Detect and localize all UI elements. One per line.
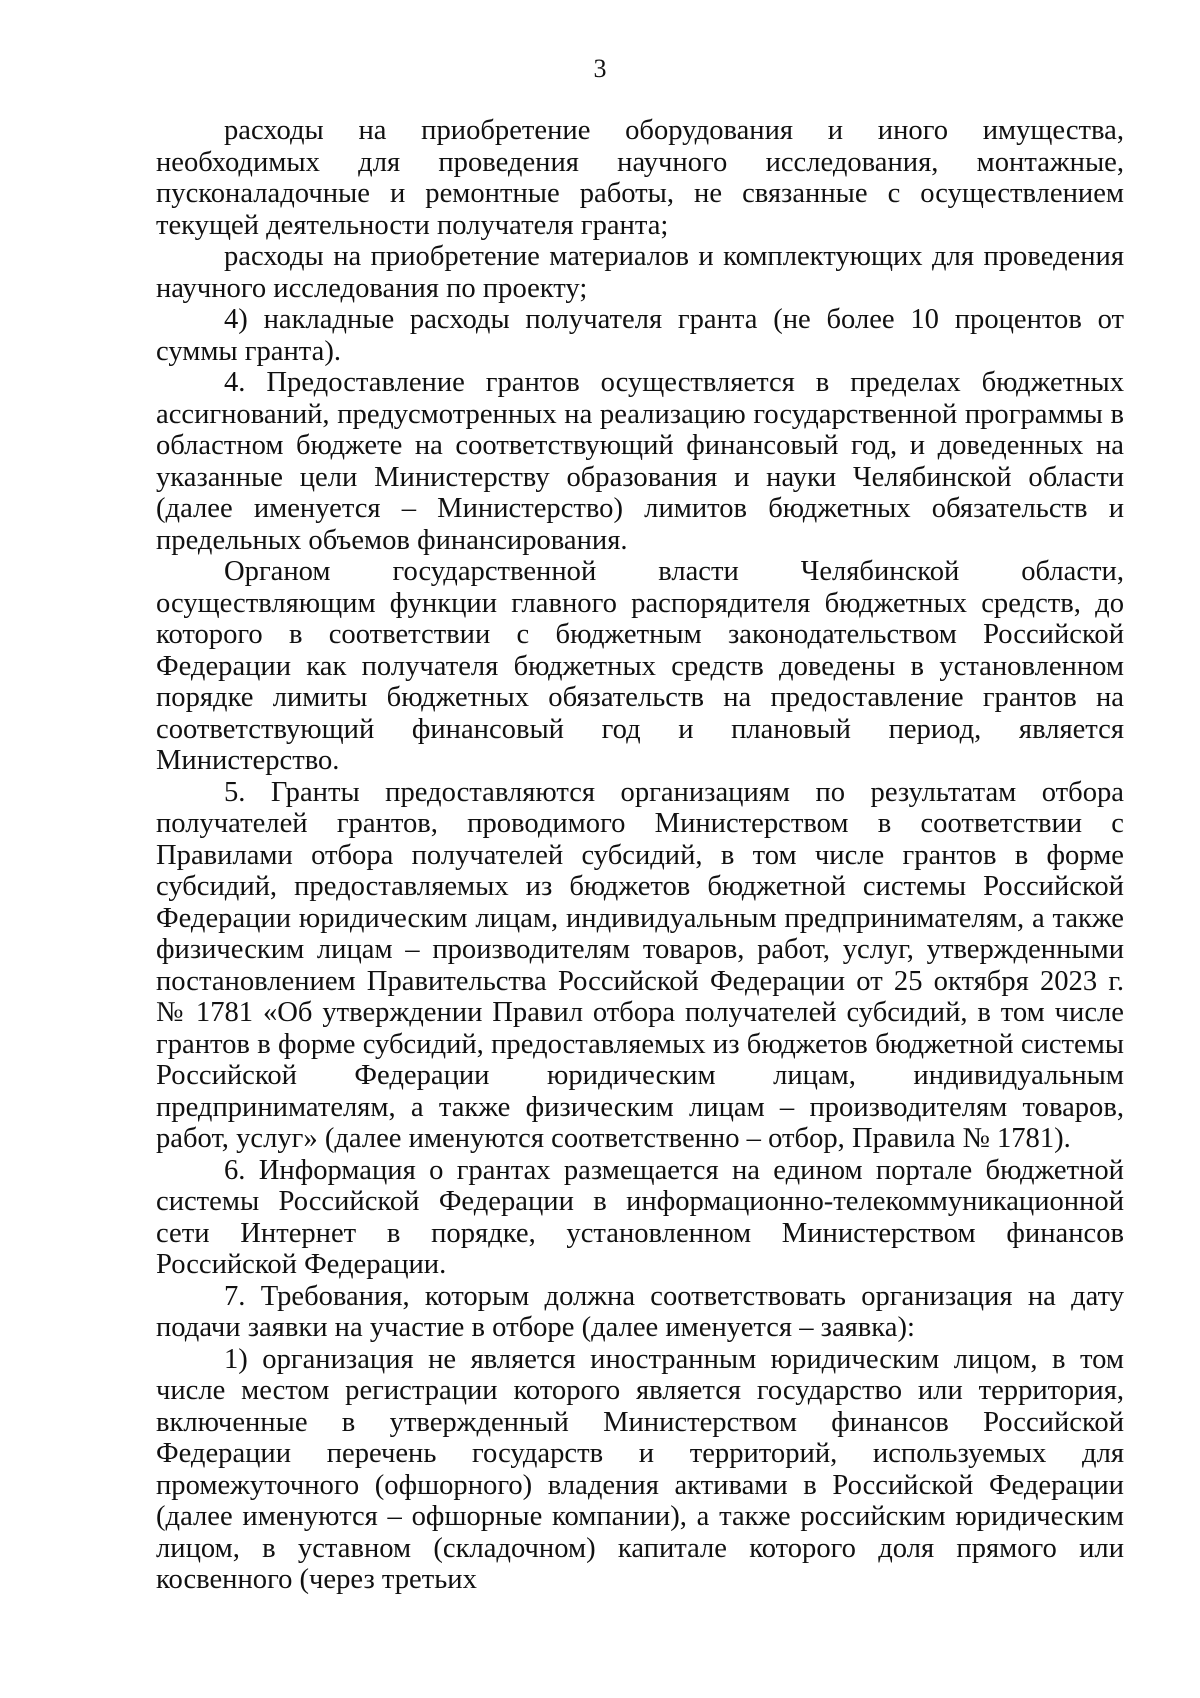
paragraph-equipment-costs: расходы на приобретение оборудования и иного имущества, необходимых для проведения научного исследования, монтажные, пусконаладочные и ремонтные работы, не связанные с осуществлением текущей деятельности получателя гранта; xyxy=(156,115,1124,241)
paragraph-materials-costs: расходы на приобретение материалов и комплектующих для проведения научного исследования по проекту; xyxy=(156,241,1124,304)
paragraph-authority: Органом государственной власти Челябинской области, осуществляющим функции главного распорядителя бюджетных средств, до которого в соответствии с бюджетным законодательством Российской Федерации как получателя бюджетных средств доведены в установленном порядке лимиты бюджетных обязательств на предоставление грантов на соответствующий финансовый год и плановый период, является Министерство. xyxy=(156,556,1124,776)
document-body xyxy=(156,115,1124,1596)
paragraph-overhead-costs: 4) накладные расходы получателя гранта (не более 10 процентов от суммы гранта). xyxy=(156,304,1124,367)
paragraph-item-4: 4. Предоставление грантов осуществляется в пределах бюджетных ассигнований, предусмотренных на реализацию государственной программы в областном бюджете на соответствующий финансовый год, и доведенных на указанные цели Министерству образования и науки Челябинской области (далее именуется – Министерство) лимитов бюджетных обязательств и предельных объемов финансирования. xyxy=(156,367,1124,556)
paragraph-requirement-1: 1) организация не является иностранным юридическим лицом, в том числе местом регистрации которого является государство или территория, включенные в утвержденный Министерством финансов Российской Федерации перечень государств и территорий, используемых для промежуточного (офшорного) владения активами в Российской Федерации (далее именуются – офшорные компании), а также российским юридическим лицом, в уставном (складочном) капитале которого доля прямого или косвенного (через третьих xyxy=(156,1343,1124,1595)
paragraph-item-5: 5. Гранты предоставляются организациям по результатам отбора получателей грантов, проводимого Министерством в соответствии с Правилами отбора получателей субсидий, в том числе грантов в форме субсидий, предоставляемых из бюджетов бюджетной системы Российской Федерации юридическим лицам, индивидуальным предпринимателям, а также физическим лицам – производителям товаров, работ, услуг, утвержденными постановлением Правительства Российской Федерации от 25 октября 2023 г. № 1781 «Об утверждении Правил отбора получателей субсидий, в том числе грантов в форме субсидий, предоставляемых из бюджетов бюджетной системы Российской Федерации юридическим лицам, индивидуальным предпринимателям, а также физическим лицам – производителям товаров, работ, услуг» (далее именуются соответственно – отбор, Правила № 1781). xyxy=(156,776,1124,1154)
paragraph-item-7: 7. Требования, которым должна соответствовать организация на дату подачи заявки на участие в отборе (далее именуется – заявка): xyxy=(156,1280,1124,1343)
paragraph-item-6: 6. Информация о грантах размещается на едином портале бюджетной системы Российской Федерации в информационно-телекоммуникационной сети Интернет в порядке, установленном Министерством финансов Российской Федерации. xyxy=(156,1154,1124,1280)
page-number: 3 xyxy=(593,54,607,83)
